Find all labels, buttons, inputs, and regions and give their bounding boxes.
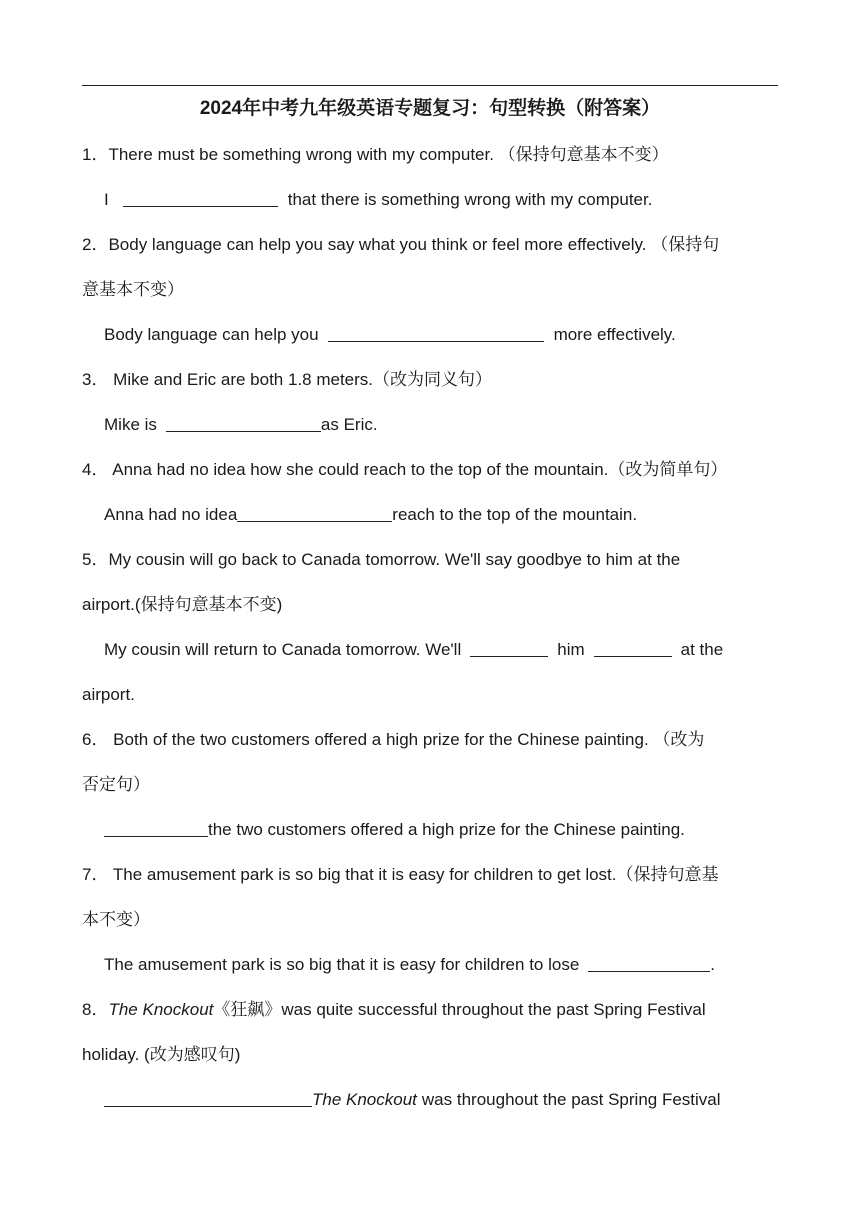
- question-2: 2．Body language can help you say what you think or feel more effectively. （保持句: [82, 235, 720, 254]
- answer-6-suffix: the two customers offered a high prize for the Chinese painting.: [208, 820, 685, 839]
- answer-blank[interactable]: [104, 818, 208, 837]
- question-4: 4． Anna had no idea how she could reach to the top of the mountain.（改为简单句）: [82, 460, 728, 479]
- question-7: 7． The amusement park is so big that it is easy for children to get lost.（保持句意基: [82, 865, 719, 884]
- answer-6: [104, 818, 685, 842]
- answer-5-suffix: at the: [680, 640, 724, 659]
- answer-7-suffix: .: [710, 955, 716, 974]
- answer-2-suffix: more effectively.: [553, 325, 676, 344]
- answer-8-title: The Knockout: [312, 1090, 417, 1109]
- question-6: 6． Both of the two customers offered a high prize for the Chinese painting. （改为: [82, 730, 705, 749]
- answer-blank[interactable]: [104, 1088, 312, 1107]
- answer-5-mid: him: [557, 640, 585, 659]
- answer-5: [104, 638, 723, 662]
- page-title: 2024年中考九年级英语专题复习：句型转换（附答案）: [199, 98, 661, 119]
- question-2-cont: 意基本不变）: [82, 280, 184, 299]
- answer-4-suffix: reach to the top of the mountain.: [392, 505, 638, 524]
- answer-blank[interactable]: [328, 323, 544, 342]
- answer-4-prefix: Anna had no idea: [104, 505, 238, 524]
- answer-3-prefix: Mike is: [104, 415, 157, 434]
- answer-blank[interactable]: [470, 638, 548, 657]
- question-8-number: 8．: [82, 1000, 109, 1019]
- header-rule: [82, 85, 778, 86]
- answer-5-prefix: My cousin will return to Canada tomorrow. We'll: [104, 640, 462, 659]
- answer-blank[interactable]: [588, 953, 710, 972]
- answer-8: [104, 1088, 721, 1112]
- answer-blank[interactable]: [237, 503, 392, 522]
- question-8-cont: holiday. (改为感叹句): [82, 1045, 241, 1064]
- answer-blank[interactable]: [123, 188, 278, 207]
- answer-5-cont: airport.: [82, 685, 135, 704]
- question-8-title: The Knockout: [108, 1000, 214, 1019]
- question-5-cont: airport.(保持句意基本不变): [82, 595, 283, 614]
- answer-1-suffix: that there is something wrong with my computer.: [287, 190, 653, 209]
- answer-blank[interactable]: [594, 638, 672, 657]
- answer-7: [104, 953, 715, 977]
- question-1: 1．There must be something wrong with my computer. （保持句意基本不变）: [82, 145, 669, 164]
- answer-7-prefix: The amusement park is so big that it is easy for children to lose: [104, 955, 580, 974]
- question-5: 5．My cousin will go back to Canada tomorrow. We'll say goodbye to him at the: [82, 550, 681, 569]
- answer-1-prefix: I: [104, 190, 109, 209]
- answer-2-prefix: Body language can help you: [104, 325, 319, 344]
- question-8-rest: 《狂飙》was quite successful throughout the past Spring Festival: [213, 1000, 706, 1019]
- answer-2: [104, 323, 676, 347]
- answer-8-suffix: was throughout the past Spring Festival: [421, 1090, 721, 1109]
- question-6-cont: 否定句）: [82, 775, 150, 794]
- answer-3-suffix: as Eric.: [320, 415, 378, 434]
- answer-1: [104, 188, 652, 212]
- answer-3: [104, 413, 378, 437]
- answer-4: [104, 503, 637, 527]
- answer-blank[interactable]: [166, 413, 321, 432]
- question-8: [82, 998, 706, 1022]
- question-7-cont: 本不变）: [82, 910, 150, 929]
- question-3: 3． Mike and Eric are both 1.8 meters.（改为同义句）: [82, 370, 493, 389]
